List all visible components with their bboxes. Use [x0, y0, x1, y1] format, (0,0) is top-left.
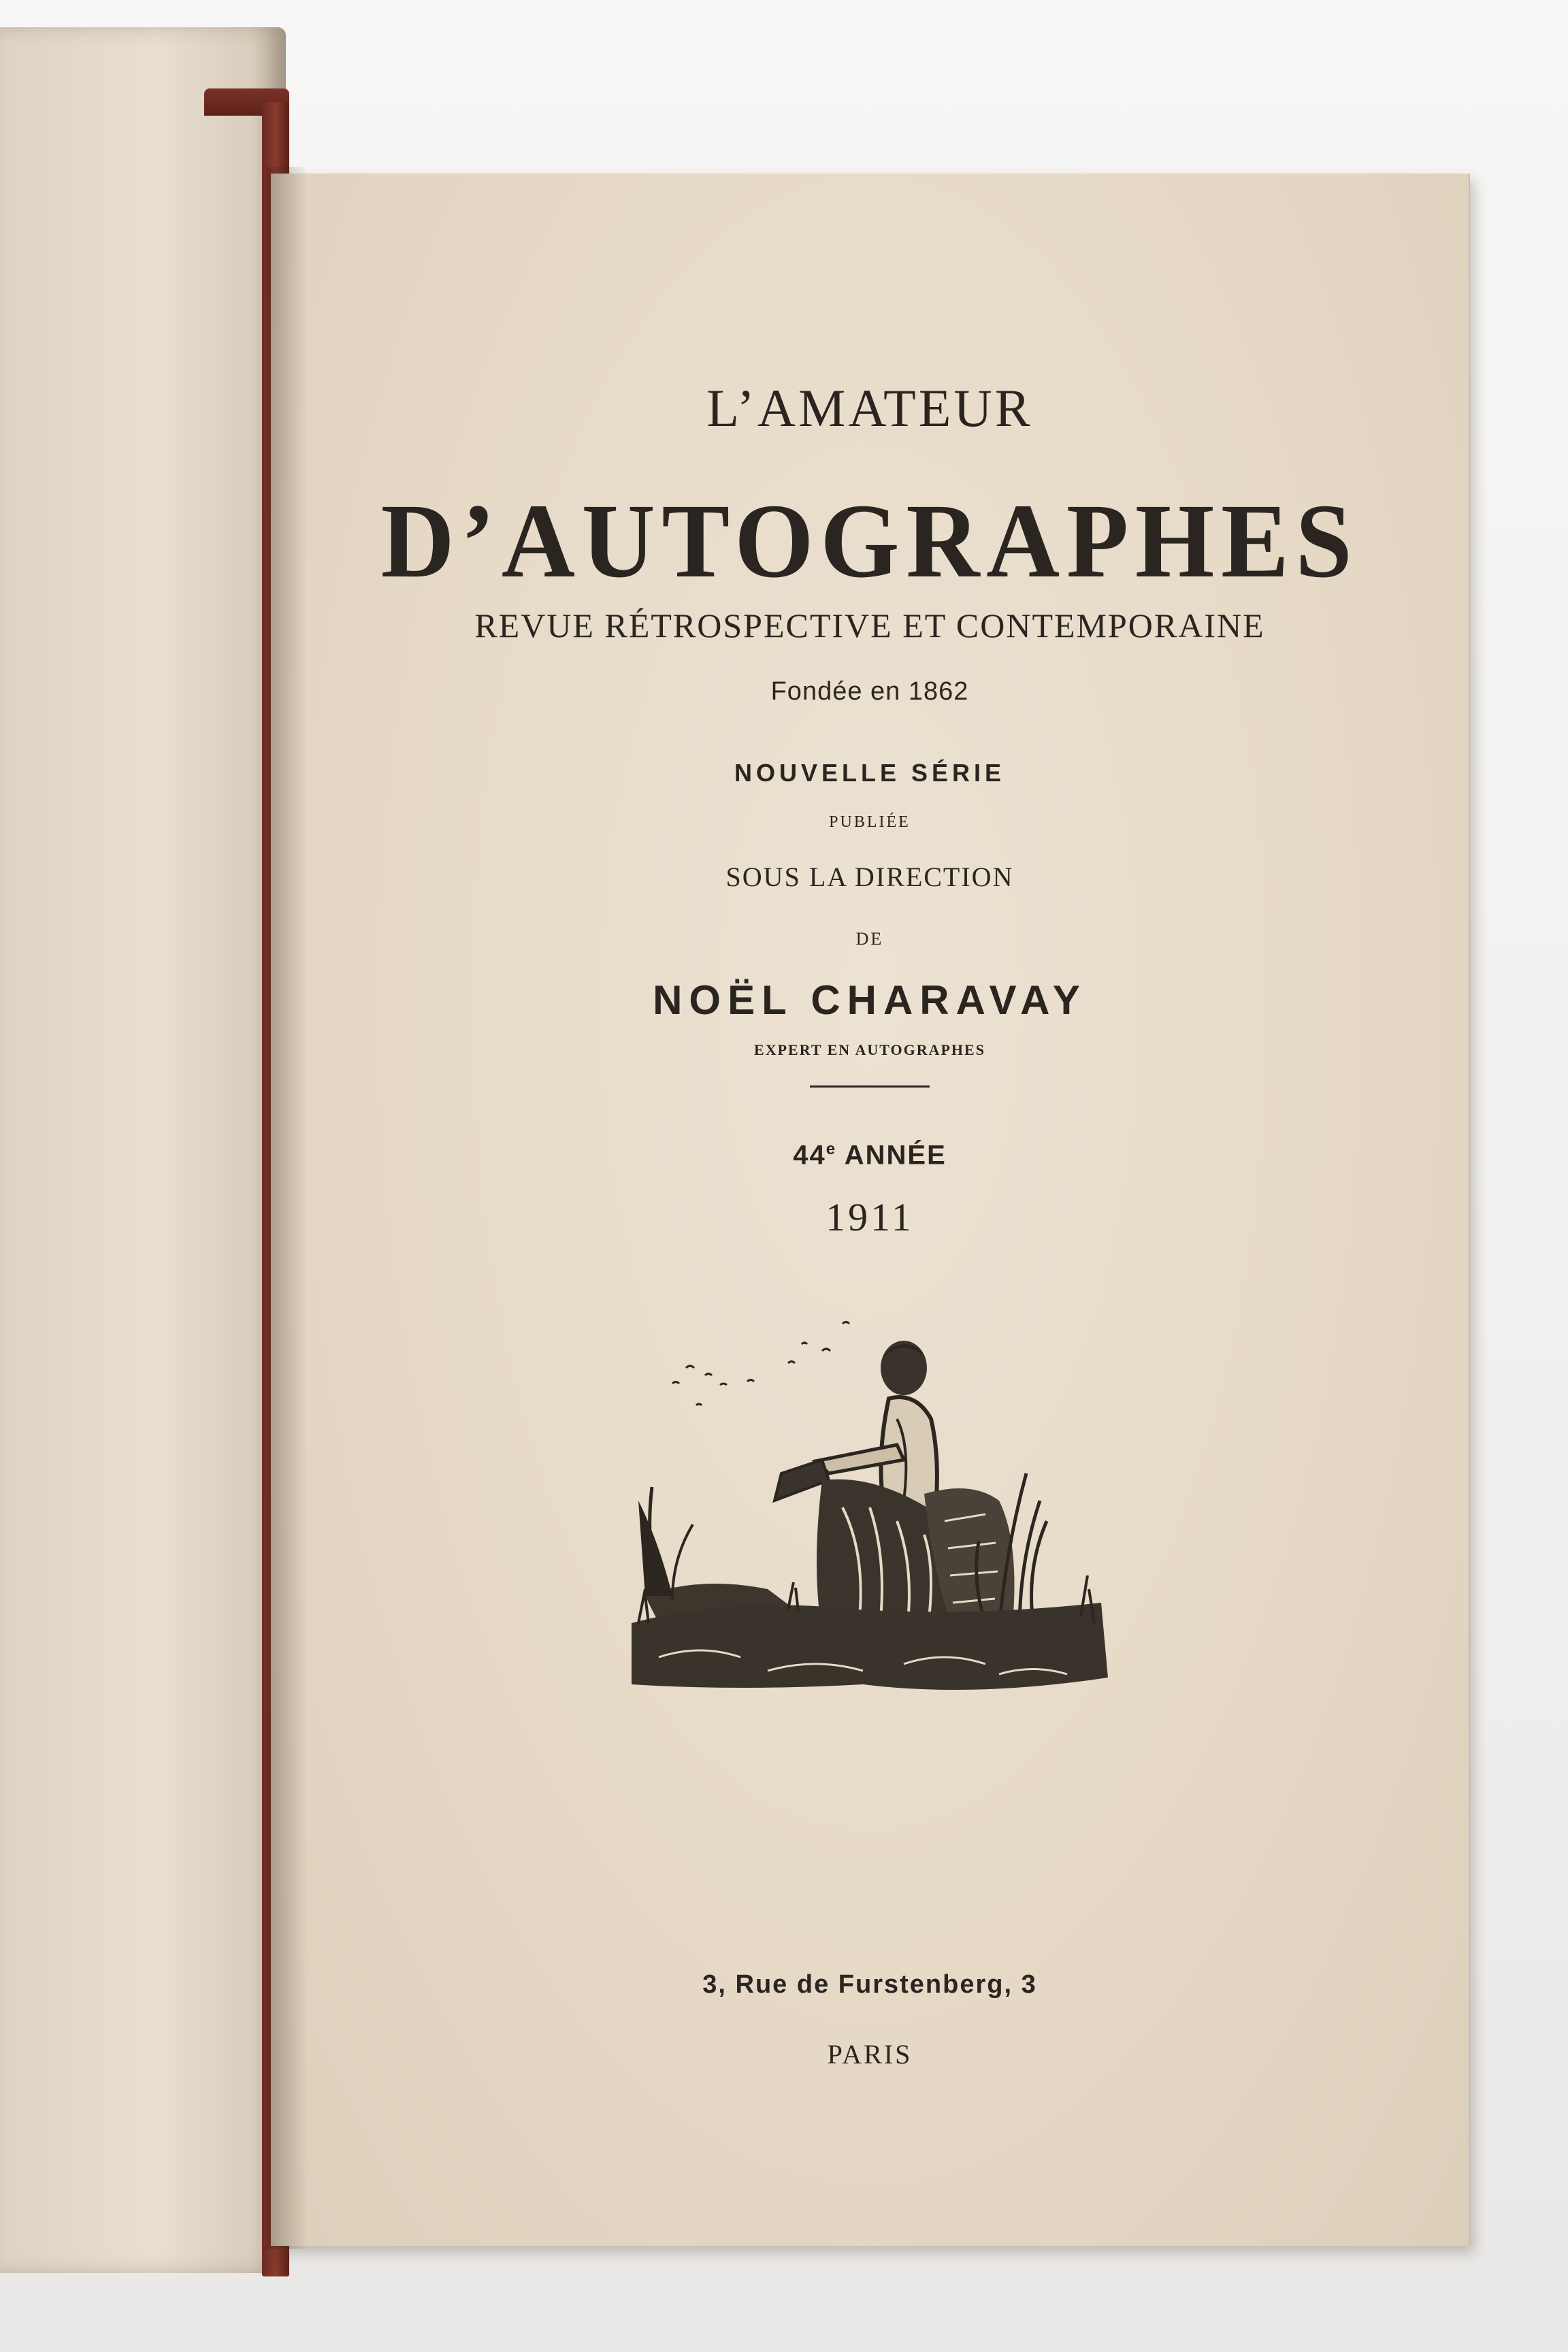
series-line: NOUVELLE SÉRIE: [734, 759, 1006, 787]
editor-title: EXPERT EN AUTOGRAPHES: [754, 1041, 985, 1058]
divider-rule: [810, 1085, 930, 1088]
gutter-shadow: [267, 167, 308, 2249]
year-number: 44: [793, 1140, 826, 1171]
title-page: [271, 174, 1470, 2246]
year-suffix: e: [826, 1140, 837, 1158]
title-line-1: L’AMATEUR: [706, 378, 1033, 438]
published-line: PUBLIÉE: [829, 813, 911, 831]
de-line: DE: [855, 929, 884, 949]
editor-name: NOËL CHARAVAY: [653, 977, 1087, 1023]
year-number-line: [271, 1140, 1469, 1171]
address: 3, Rue de Furstenberg, 3: [702, 1970, 1037, 1999]
year: 1911: [826, 1195, 914, 1239]
city: PARIS: [827, 2039, 913, 2070]
direction-line: SOUS LA DIRECTION: [725, 862, 1014, 892]
subtitle: REVUE RÉTROSPECTIVE ET CONTEMPORAINE: [474, 606, 1265, 644]
founded-line: Fondée en 1862: [770, 677, 969, 706]
left-page: [0, 27, 286, 2273]
year-word: ANNÉE: [844, 1140, 947, 1171]
vignette-figure-icon: [618, 1303, 1122, 1841]
title-line-2: D’AUTOGRAPHES: [380, 482, 1359, 600]
